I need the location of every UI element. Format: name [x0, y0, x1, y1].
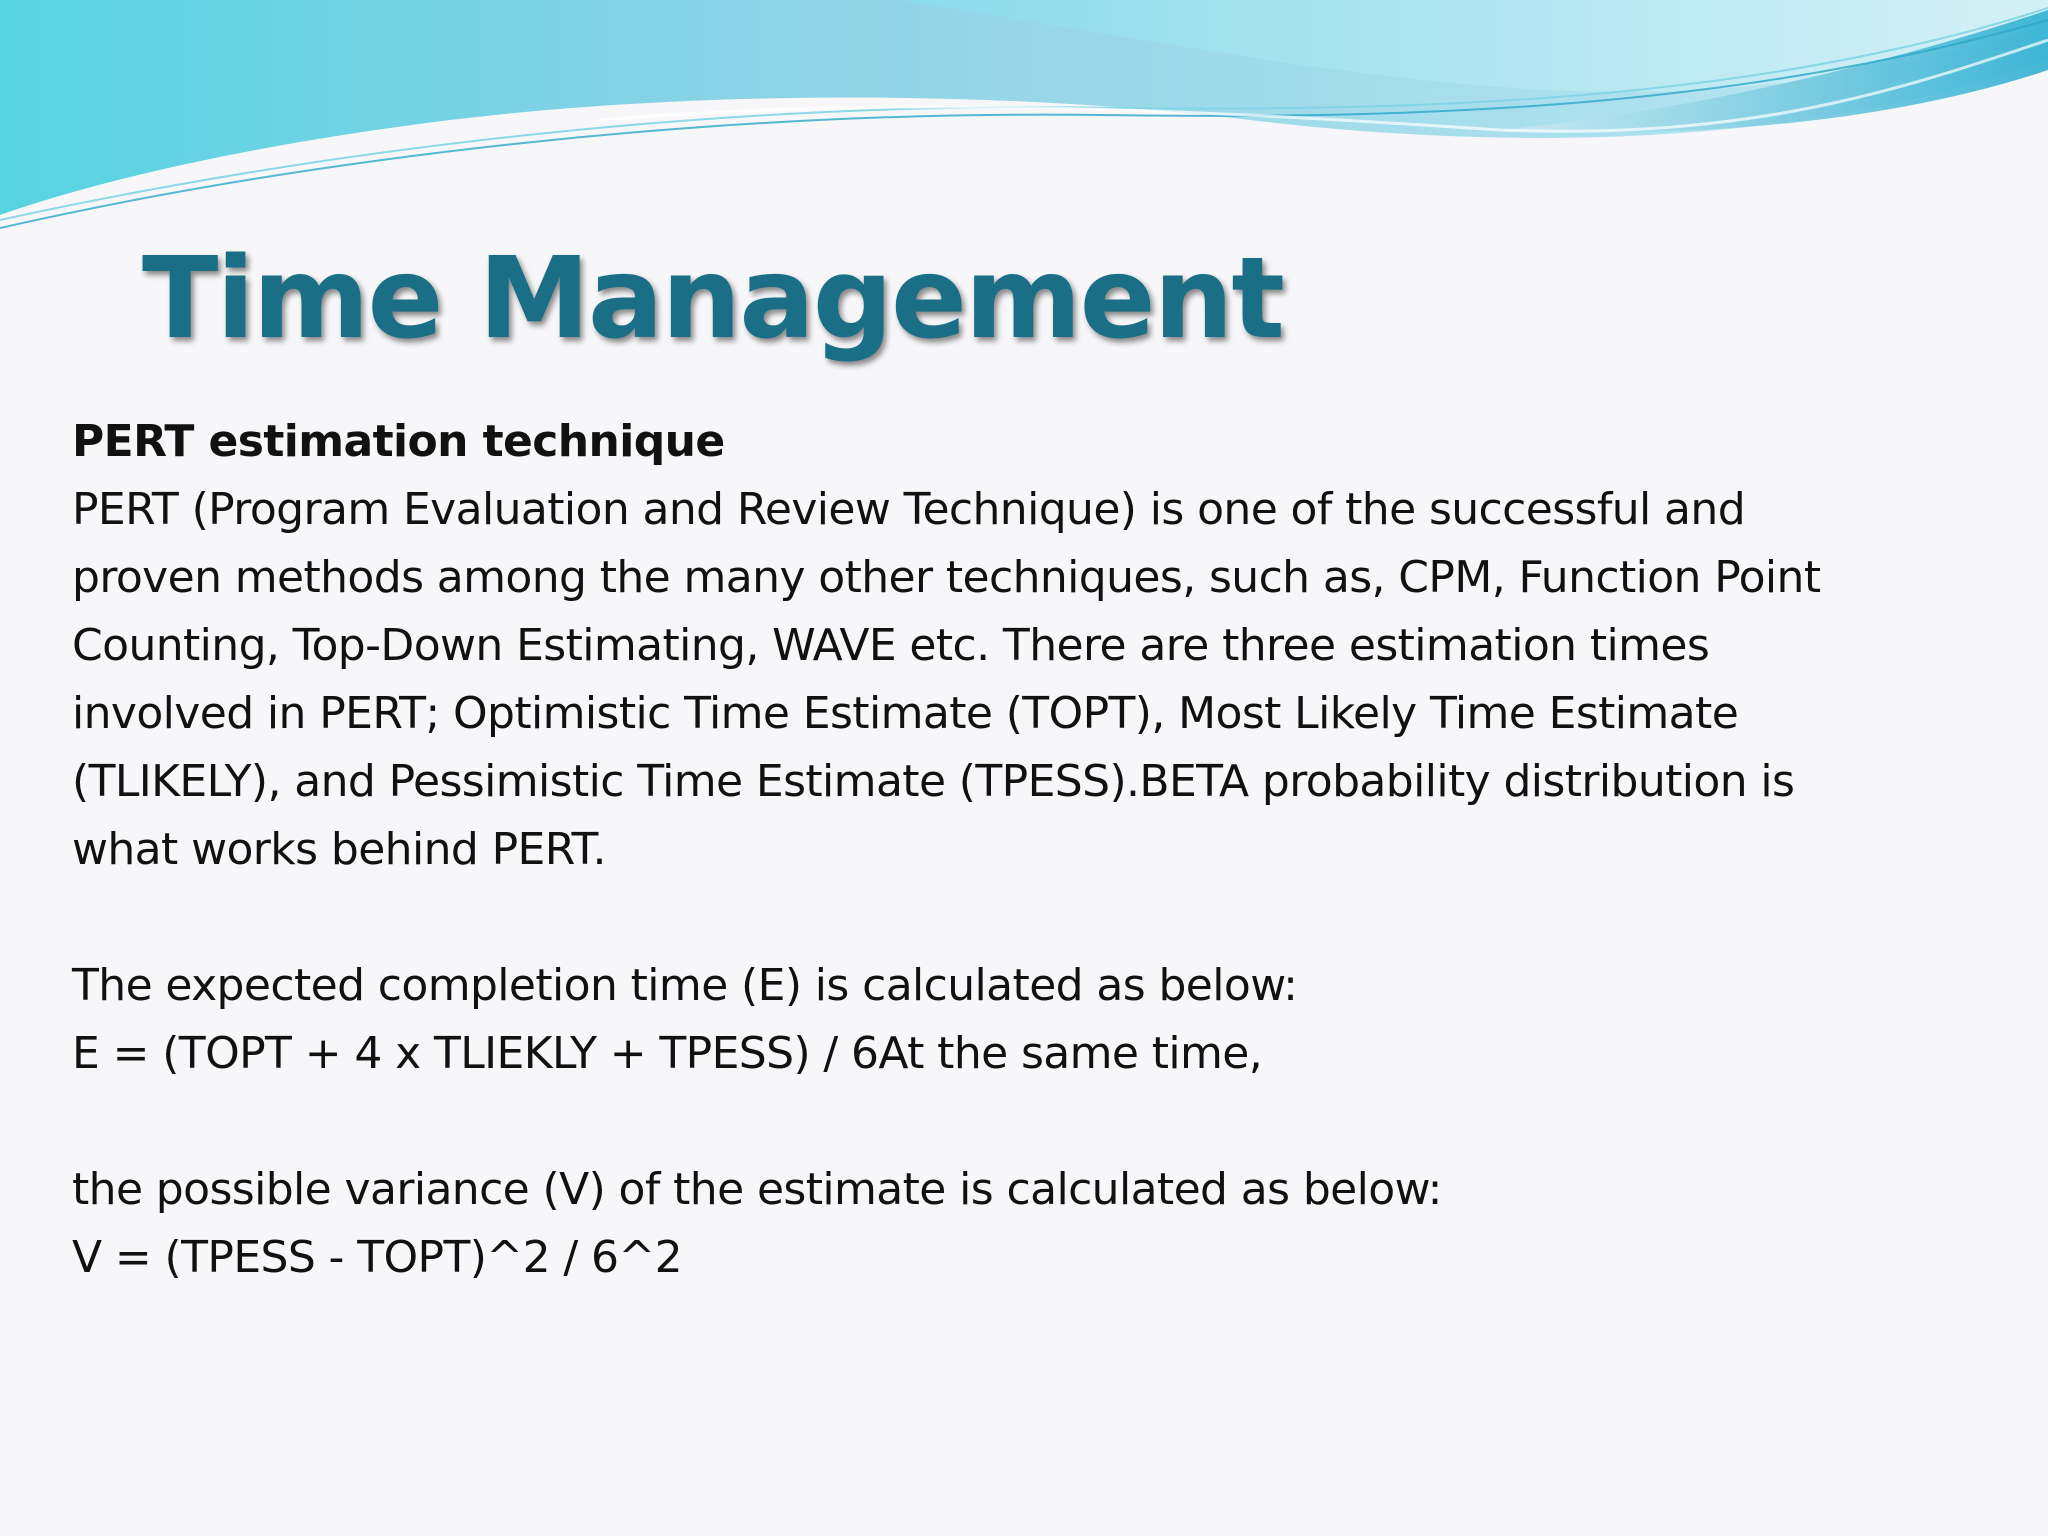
slide-title: Time Management [142, 234, 1283, 364]
paragraph-line: involved in PERT; Optimistic Time Estimate (TOPT), Most Likely Time Estimate [72, 688, 1739, 739]
paragraph-line: proven methods among the many other techniques, such as, CPM, Function Point [72, 552, 1821, 603]
expected-time-formula: E = (TOPT + 4 x TLIEKLY + TPESS) / 6At the same time, [72, 1028, 1263, 1079]
paragraph-line: (TLIKELY), and Pessimistic Time Estimate (TPESS).BETA probability distribution is [72, 756, 1795, 807]
paragraph-line: what works behind PERT. [72, 824, 606, 875]
expected-time-intro: The expected completion time (E) is calculated as below: [72, 960, 1298, 1011]
spacer [72, 884, 1992, 952]
wave-header-decoration [0, 0, 2048, 260]
variance-formula: V = (TPESS - TOPT)^2 / 6^2 [72, 1232, 683, 1283]
variance-intro: the possible variance (V) of the estimate is calculated as below: [72, 1164, 1442, 1215]
spacer [72, 1088, 1992, 1156]
paragraph-line: Counting, Top-Down Estimating, WAVE etc. There are three estimation times [72, 620, 1710, 671]
paragraph-line: PERT (Program Evaluation and Review Technique) is one of the successful and [72, 484, 1746, 535]
slide-body [72, 408, 1992, 1292]
section-heading: PERT estimation technique [72, 416, 725, 467]
